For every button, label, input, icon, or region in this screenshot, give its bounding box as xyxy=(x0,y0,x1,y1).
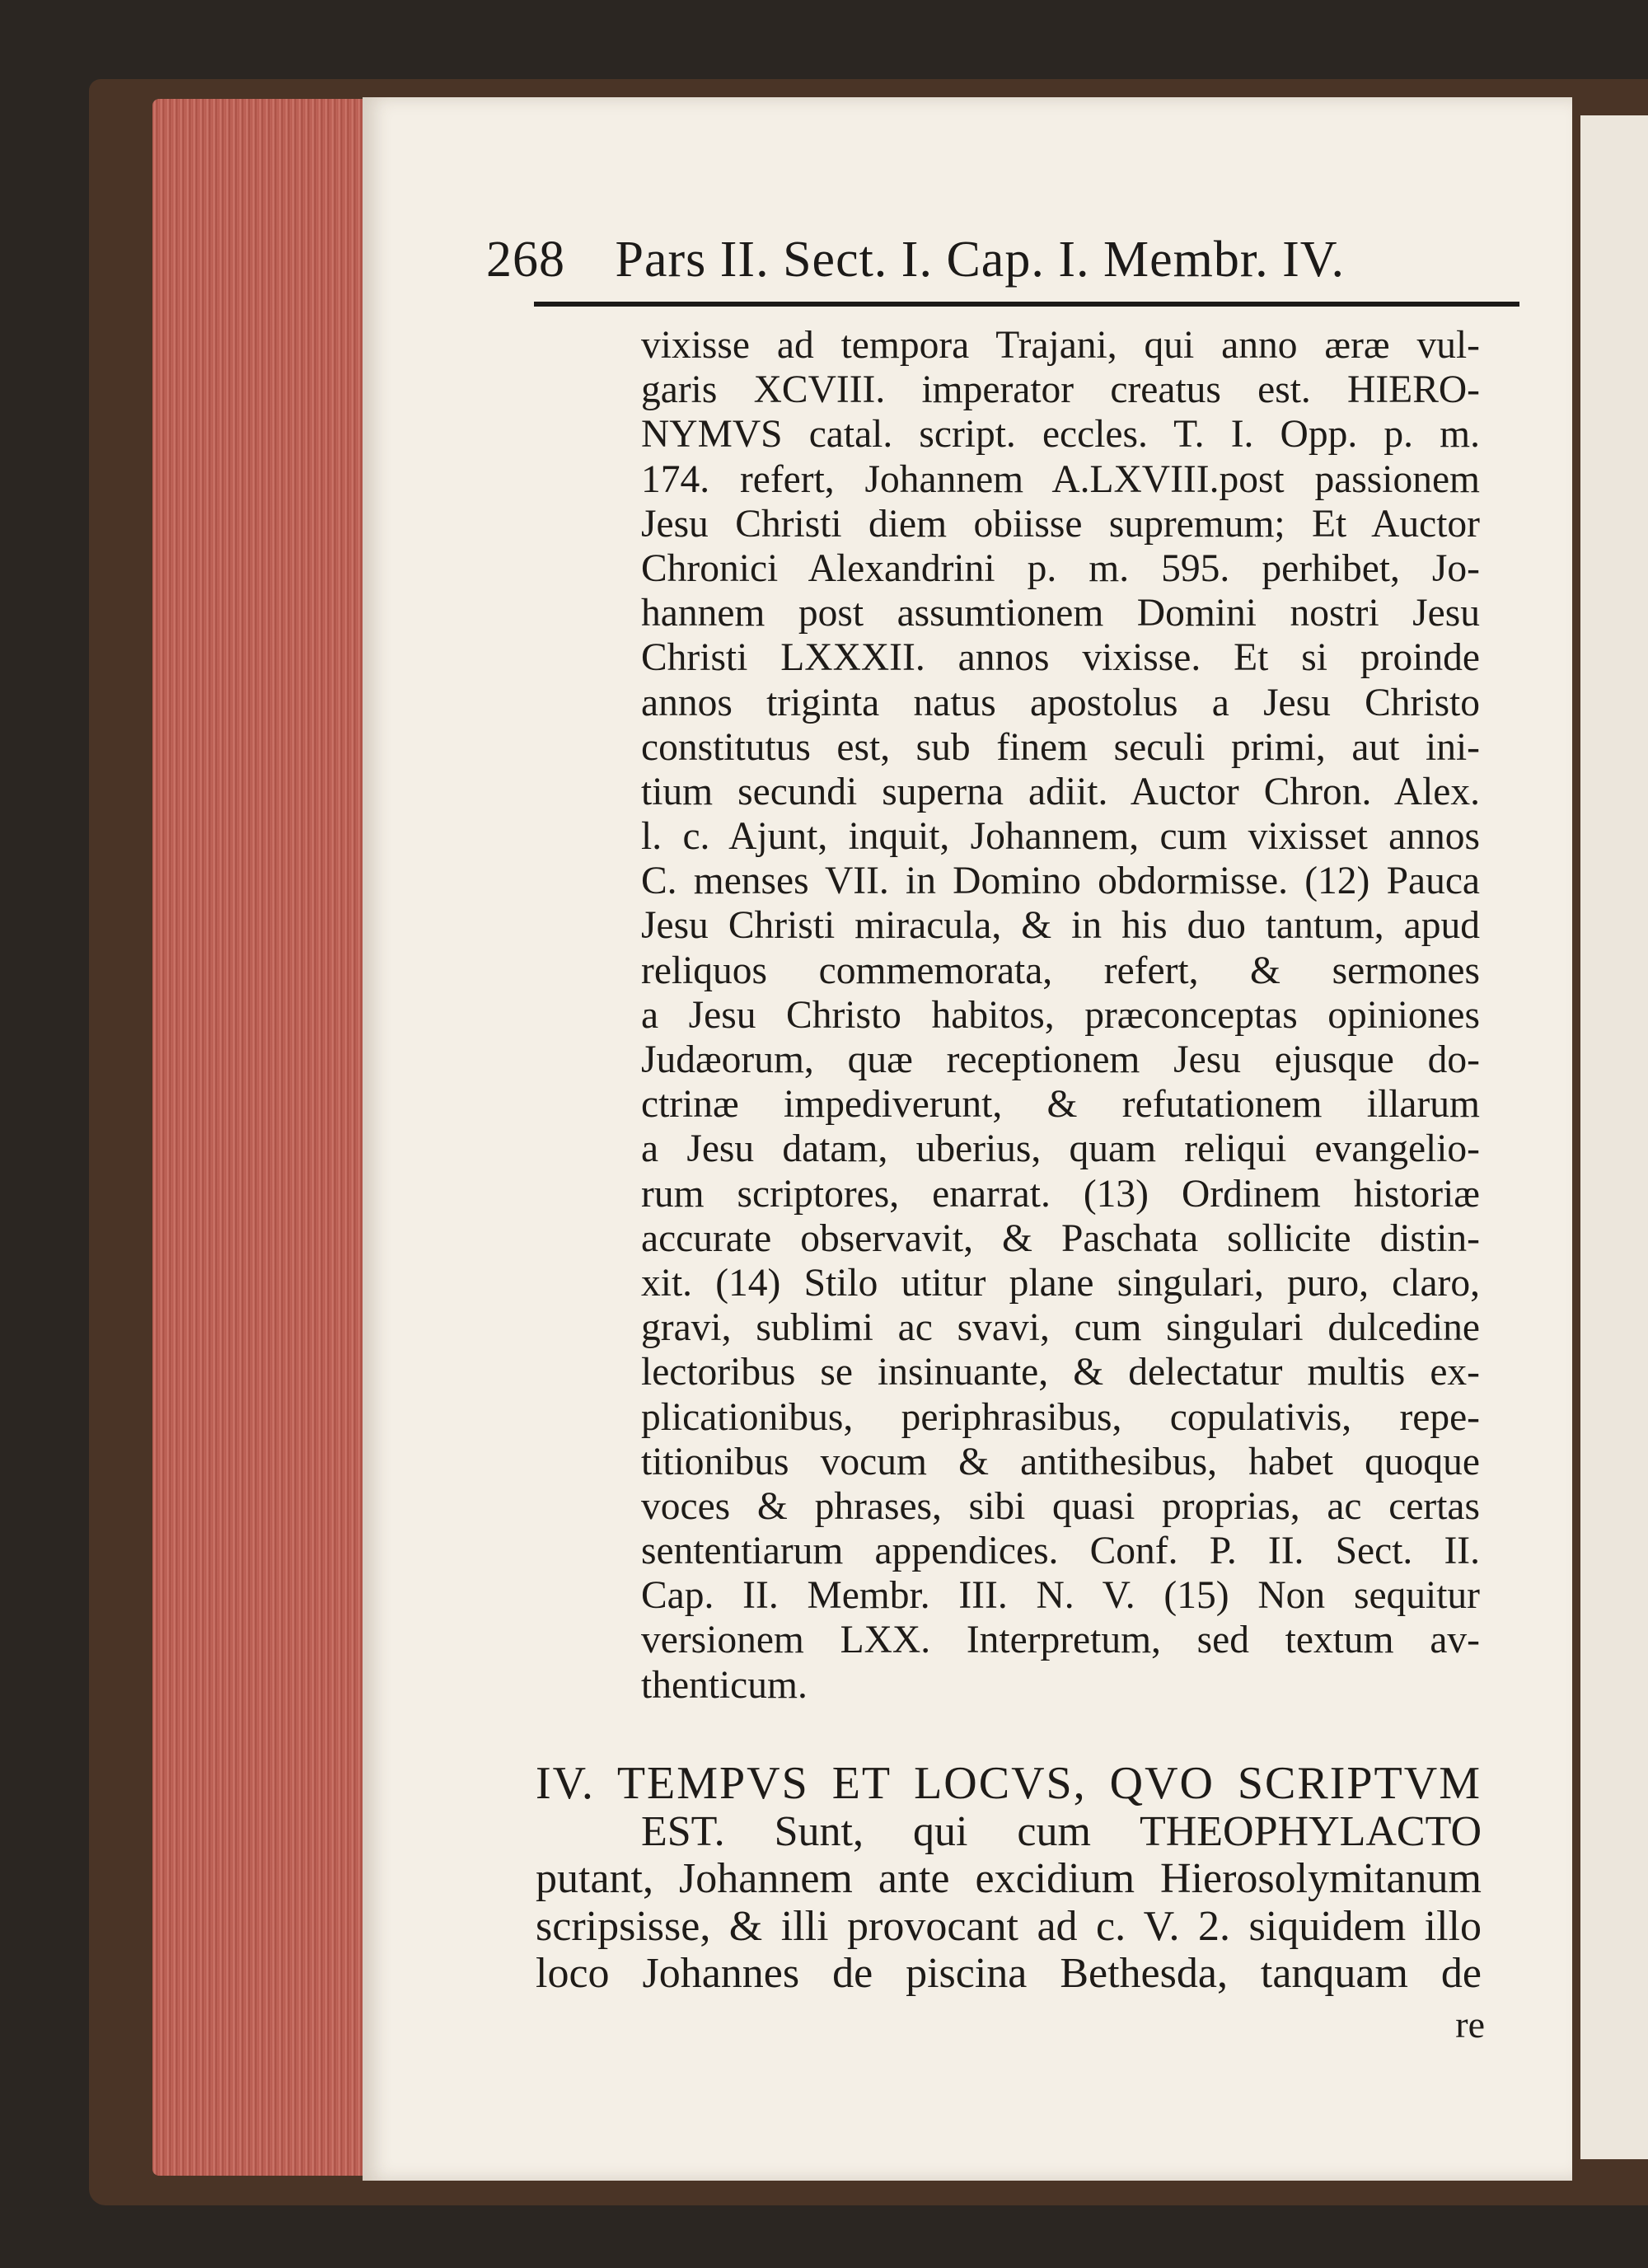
text-line: plicationibus, periphrasibus, copulativis, repe- xyxy=(641,1395,1480,1439)
text-line: Judæorum, quæ receptionem Jesu ejusque do- xyxy=(641,1038,1480,1081)
text-line: ctrinæ impediverunt, & refutationem illarum xyxy=(641,1083,1480,1127)
text-line: Christi LXXXII. annos vixisse. Et si proinde xyxy=(641,636,1480,680)
text-line: Jesu Christi diem obiisse supremum; Et Auctor xyxy=(641,502,1480,546)
text-line: 174. refert, Johannem A.LXVIII.post passionem xyxy=(641,457,1480,501)
section-iv xyxy=(536,1760,1482,1998)
text-line: titionibus vocum & antithesibus, habet quoque xyxy=(641,1440,1480,1483)
text-line: l. c. Ajunt, inquit, Johannem, cum vixisset annos xyxy=(641,815,1480,859)
section-line: scripsisse, & illi provocant ad c. V. 2. siquidem illo xyxy=(536,1902,1482,1950)
text-line: versionem LXX. Interpretum, sed textum av- xyxy=(641,1619,1480,1662)
text-line: vixisse ad tempora Trajani, qui anno æræ vul- xyxy=(641,324,1480,367)
text-line: tium secundi superna adiit. Auctor Chron. Alex. xyxy=(641,770,1480,813)
section-heading: IV. TEMPVS ET LOCVS, QVO SCRIPTVM xyxy=(536,1758,1482,1809)
text-line: a Jesu datam, uberius, quam reliqui evangelio- xyxy=(641,1127,1480,1171)
text-line: rum scriptores, enarrat. (13) Ordinem historiæ xyxy=(641,1172,1480,1216)
text-line: garis XCVIII. imperator creatus est. HIERO- xyxy=(641,368,1480,412)
text-line: annos triginta natus apostolus a Jesu Christo xyxy=(641,681,1480,724)
text-line: thenticum. xyxy=(641,1663,808,1707)
text-line: NYMVS catal. script. eccles. T. I. Opp. p. m. xyxy=(641,413,1480,457)
running-header xyxy=(486,231,1516,289)
facing-page-edge xyxy=(1580,115,1648,2159)
text-line: accurate observavit, & Paschata sollicite distin- xyxy=(641,1216,1480,1260)
text-line: Jesu Christi miracula, & in his duo tantum, apud xyxy=(641,904,1480,948)
text-line: Chronici Alexandrini p. m. 595. perhibet, Jo- xyxy=(641,546,1480,590)
section-line: putant, Johannem ante excidium Hierosolymitanum xyxy=(536,1855,1482,1902)
catchword: re xyxy=(1455,2003,1485,2045)
running-title: Pars II. Sect. I. Cap. I. Membr. IV. xyxy=(615,232,1346,288)
text-line: sententiarum appendices. Conf. P. II. Sect. II. xyxy=(641,1530,1480,1573)
text-line: voces & phrases, sibi quasi proprias, ac certas xyxy=(641,1484,1480,1528)
body-text xyxy=(641,323,1480,1708)
header-rule xyxy=(534,302,1519,307)
section-line: loco Johannes de piscina Bethesda, tanquam de xyxy=(536,1950,1482,1997)
text-line: gravi, sublimi ac svavi, cum singulari dulcedine xyxy=(641,1306,1480,1350)
text-line: hannem post assumtionem Domini nostri Jesu xyxy=(641,592,1480,635)
text-line: a Jesu Christo habitos, præconceptas opiniones xyxy=(641,993,1480,1037)
text-line: Cap. II. Membr. III. N. V. (15) Non sequitur xyxy=(641,1574,1480,1618)
text-line: lectoribus se insinuante, & delectatur multis ex- xyxy=(641,1351,1480,1394)
text-line: reliquos commemorata, refert, & sermones xyxy=(641,949,1480,992)
text-line: xit. (14) Stilo utitur plane singulari, puro, claro, xyxy=(641,1261,1480,1305)
page-edges xyxy=(152,99,368,2176)
section-line: EST. Sunt, qui cum THEOPHYLACTO xyxy=(641,1807,1482,1855)
text-line: constitutus est, sub finem seculi primi, aut ini- xyxy=(641,725,1480,769)
page-number: 268 xyxy=(486,232,565,288)
text-line: C. menses VII. in Domino obdormisse. (12) Pauca xyxy=(641,860,1480,903)
